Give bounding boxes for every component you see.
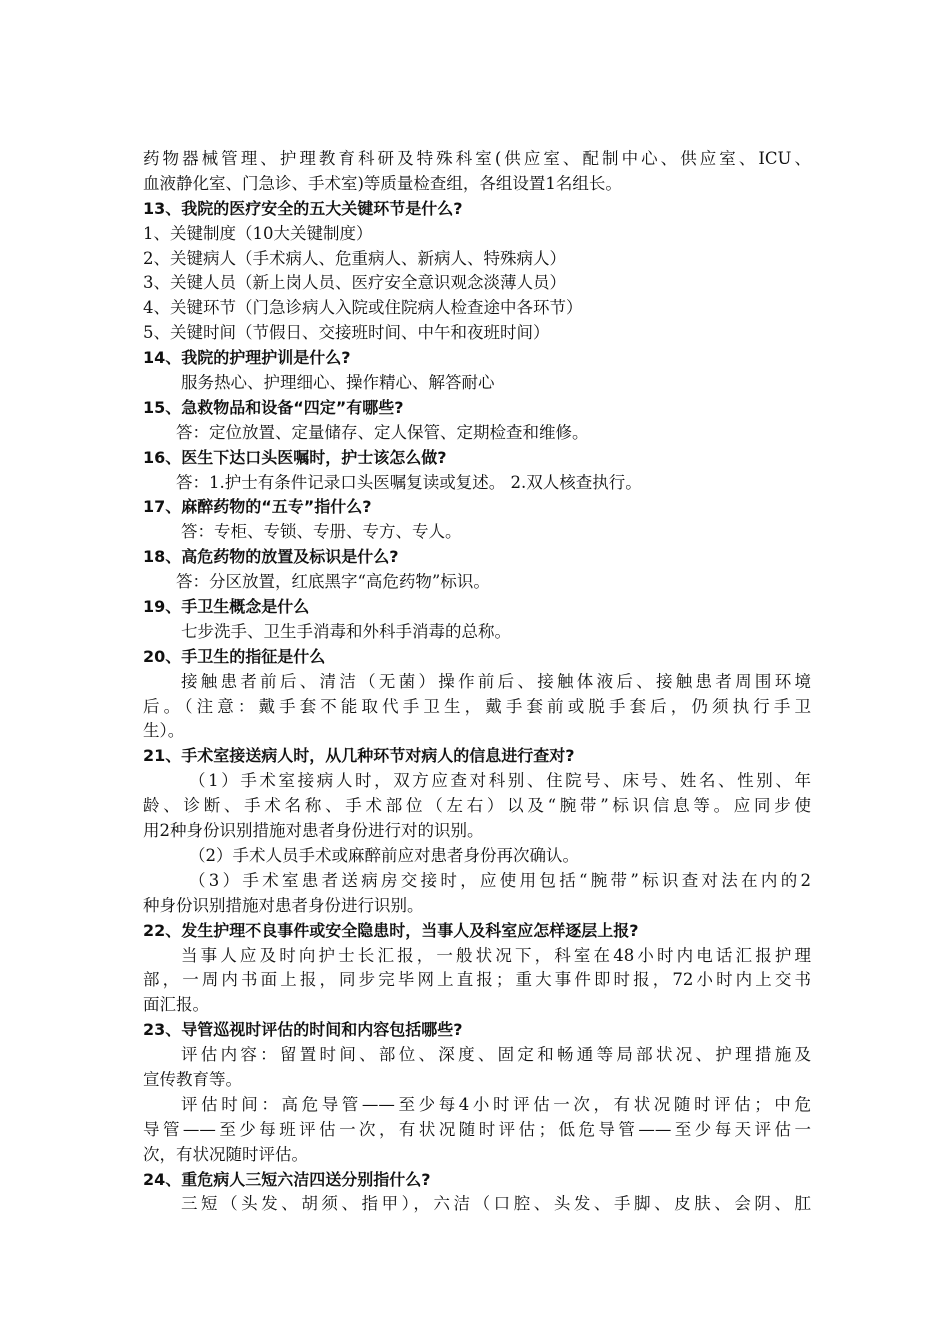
text-line: 后。（注意：戴手套不能取代手卫生，戴手套前或脱手套后，仍须执行手卫 (143, 696, 811, 716)
text-line: 宣传教育等。 (143, 1069, 242, 1089)
text-line: 部，一周内书面上报，同步完毕网上直报；重大事件即时报，72小时内上交书 (143, 970, 811, 990)
text-line: 用2种身份识别措施对患者身份进行对的识别。 (143, 821, 484, 841)
question-heading: 21、手术室接送病人时，从几种环节对病人的信息进行查对? (143, 746, 575, 766)
text-line: 评估时间：高危导管——至少每4小时评估一次，有状况随时评估；中危 (181, 1094, 811, 1114)
text-line: 次，有状况随时评估。 (143, 1144, 308, 1164)
question-heading: 17、麻醉药物的“五专”指什么? (143, 497, 372, 517)
question-heading: 20、手卫生的指征是什么 (143, 646, 326, 666)
text-line: 七步洗手、卫生手消毒和外科手消毒的总称。 (181, 621, 511, 641)
question-heading: 18、高危药物的放置及标识是什么? (143, 547, 399, 567)
text-line: 接触患者前后、清洁（无菌）操作前后、接触体液后、接触患者周围环境 (181, 671, 811, 691)
text-line: 药物器械管理、护理教育科研及特殊科室(供应室、配制中心、供应室、ICU、 (143, 149, 811, 168)
question-heading: 13、我院的医疗安全的五大关键环节是什么? (143, 198, 463, 218)
question-heading: 24、重危病人三短六洁四送分别指什么? (143, 1169, 431, 1189)
text-line: 答：专柜、专锁、专册、专方、专人。 (181, 522, 462, 542)
question-heading: 23、导管巡视时评估的时间和内容包括哪些? (143, 1020, 463, 1040)
question-heading: 16、医生下达口头医嘱时，护士该怎么做? (143, 447, 447, 467)
document-body (143, 147, 811, 1217)
text-line: 2、关键病人（手术病人、危重病人、新病人、特殊病人） (143, 248, 566, 268)
text-line: （2）手术人员手术或麻醉前应对患者身份再次确认。 (189, 845, 579, 865)
text-line: 导管——至少每班评估一次，有状况随时评估；低危导管——至少每天评估一 (143, 1119, 811, 1139)
text-line: 答：1.护士有条件记录口头医嘱复读或复述。 2.双人核查执行。 (176, 472, 642, 492)
text-line: （1）手术室接病人时，双方应查对科别、住院号、床号、姓名、性别、年 (189, 771, 811, 791)
text-line: 面汇报。 (143, 995, 209, 1015)
text-line: 三短（头发、胡须、指甲），六洁（口腔、头发、手脚、皮肤、会阴、肛 (181, 1194, 811, 1214)
text-line: 血液静化室、门急诊、手术室)等质量检查组，各组设置1名组长。 (143, 173, 622, 193)
text-line: 龄、诊断、手术名称、手术部位（左右）以及“腕带”标识信息等。应同步使 (143, 796, 811, 816)
text-line: 种身份识别措施对患者身份进行识别。 (143, 895, 424, 915)
text-line: 评估内容：留置时间、部位、深度、固定和畅通等局部状况、护理措施及 (181, 1045, 811, 1065)
text-line: 1、关键制度（10大关键制度） (143, 223, 373, 243)
question-heading: 19、手卫生概念是什么 (143, 597, 310, 617)
text-line: 答：定位放置、定量储存、定人保管、定期检查和维修。 (176, 422, 589, 442)
text-line: 5、关键时间（节假日、交接班时间、中午和夜班时间） (143, 323, 550, 343)
question-heading: 15、急救物品和设备“四定”有哪些? (143, 397, 404, 417)
text-line: 生）。 (143, 721, 185, 741)
text-line: 当事人应及时向护士长汇报，一般状况下，科室在48小时内电话汇报护理 (181, 945, 811, 965)
text-line: 服务热心、护理细心、操作精心、解答耐心 (181, 373, 495, 393)
text-line: 答：分区放置，红底黑字“高危药物”标识。 (176, 572, 490, 592)
text-line: 4、关键环节（门急诊病人入院或住院病人检查途中各环节） (143, 298, 583, 318)
question-heading: 14、我院的护理护训是什么? (143, 348, 351, 368)
text-line: 3、关键人员（新上岗人员、医疗安全意识观念淡薄人员） (143, 273, 566, 293)
text-line: （3）手术室患者送病房交接时，应使用包括“腕带”标识查对法在内的2 (189, 870, 811, 890)
question-heading: 22、发生护理不良事件或安全隐患时，当事人及科室应怎样逐层上报? (143, 920, 639, 940)
